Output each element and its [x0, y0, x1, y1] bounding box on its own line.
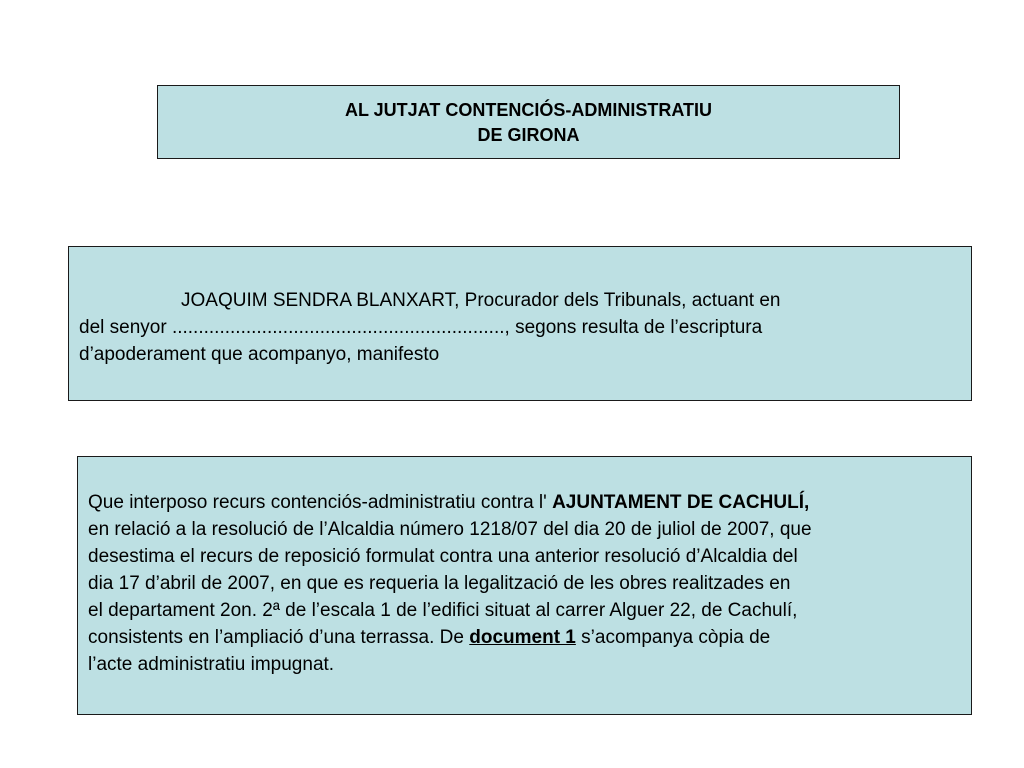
intro-line-2: del senyor ..............................................................., segons resulta de l’escriptura [79, 317, 763, 338]
body-line-6-text: consistents en l’ampliació d’una terrassa. De [88, 627, 470, 648]
body-line-1 [88, 489, 963, 516]
body-line-1-comma: , [803, 492, 810, 513]
intro-line-3: d’apoderament que acompanyo, manifesto [79, 344, 440, 365]
body-line-6 [88, 624, 963, 651]
court-header-box [157, 85, 900, 159]
body-line-3: desestima el recurs de reposició formulat contra una anterior resolució d’Alcaldia del [88, 546, 798, 567]
court-header-line-1: AL JUTJAT CONTENCIÓS-ADMINISTRATIU [345, 100, 712, 120]
procurator-intro-box [68, 246, 972, 401]
body-line-5: el departament 2on. 2ª de l’escala 1 de l’edifici situat al carrer Alguer 22, de Cachulí, [88, 600, 798, 621]
court-header-line-2: DE GIRONA [477, 125, 580, 145]
document-1-reference: document 1 [469, 627, 576, 648]
intro-line-1: JOAQUIM SENDRA BLANXART, Procurador dels Tribunals, actuant en [181, 290, 781, 311]
body-line-2: en relació a la resolució de l’Alcaldia número 1218/07 del dia 20 de juliol de 2007, que [88, 519, 812, 540]
body-line-6-tail: s’acompanya còpia de [575, 627, 771, 648]
body-line-4: dia 17 d’abril de 2007, en que es requeria la legalització de les obres realitzades en [88, 573, 791, 594]
body-line-1-text: Que interposo recurs contenciós-administratiu contra l' [88, 492, 553, 513]
defendant-name: AJUNTAMENT DE CACHULÍ [552, 492, 804, 513]
appeal-body-box [77, 456, 972, 715]
body-line-7: l’acte administratiu impugnat. [88, 654, 335, 675]
